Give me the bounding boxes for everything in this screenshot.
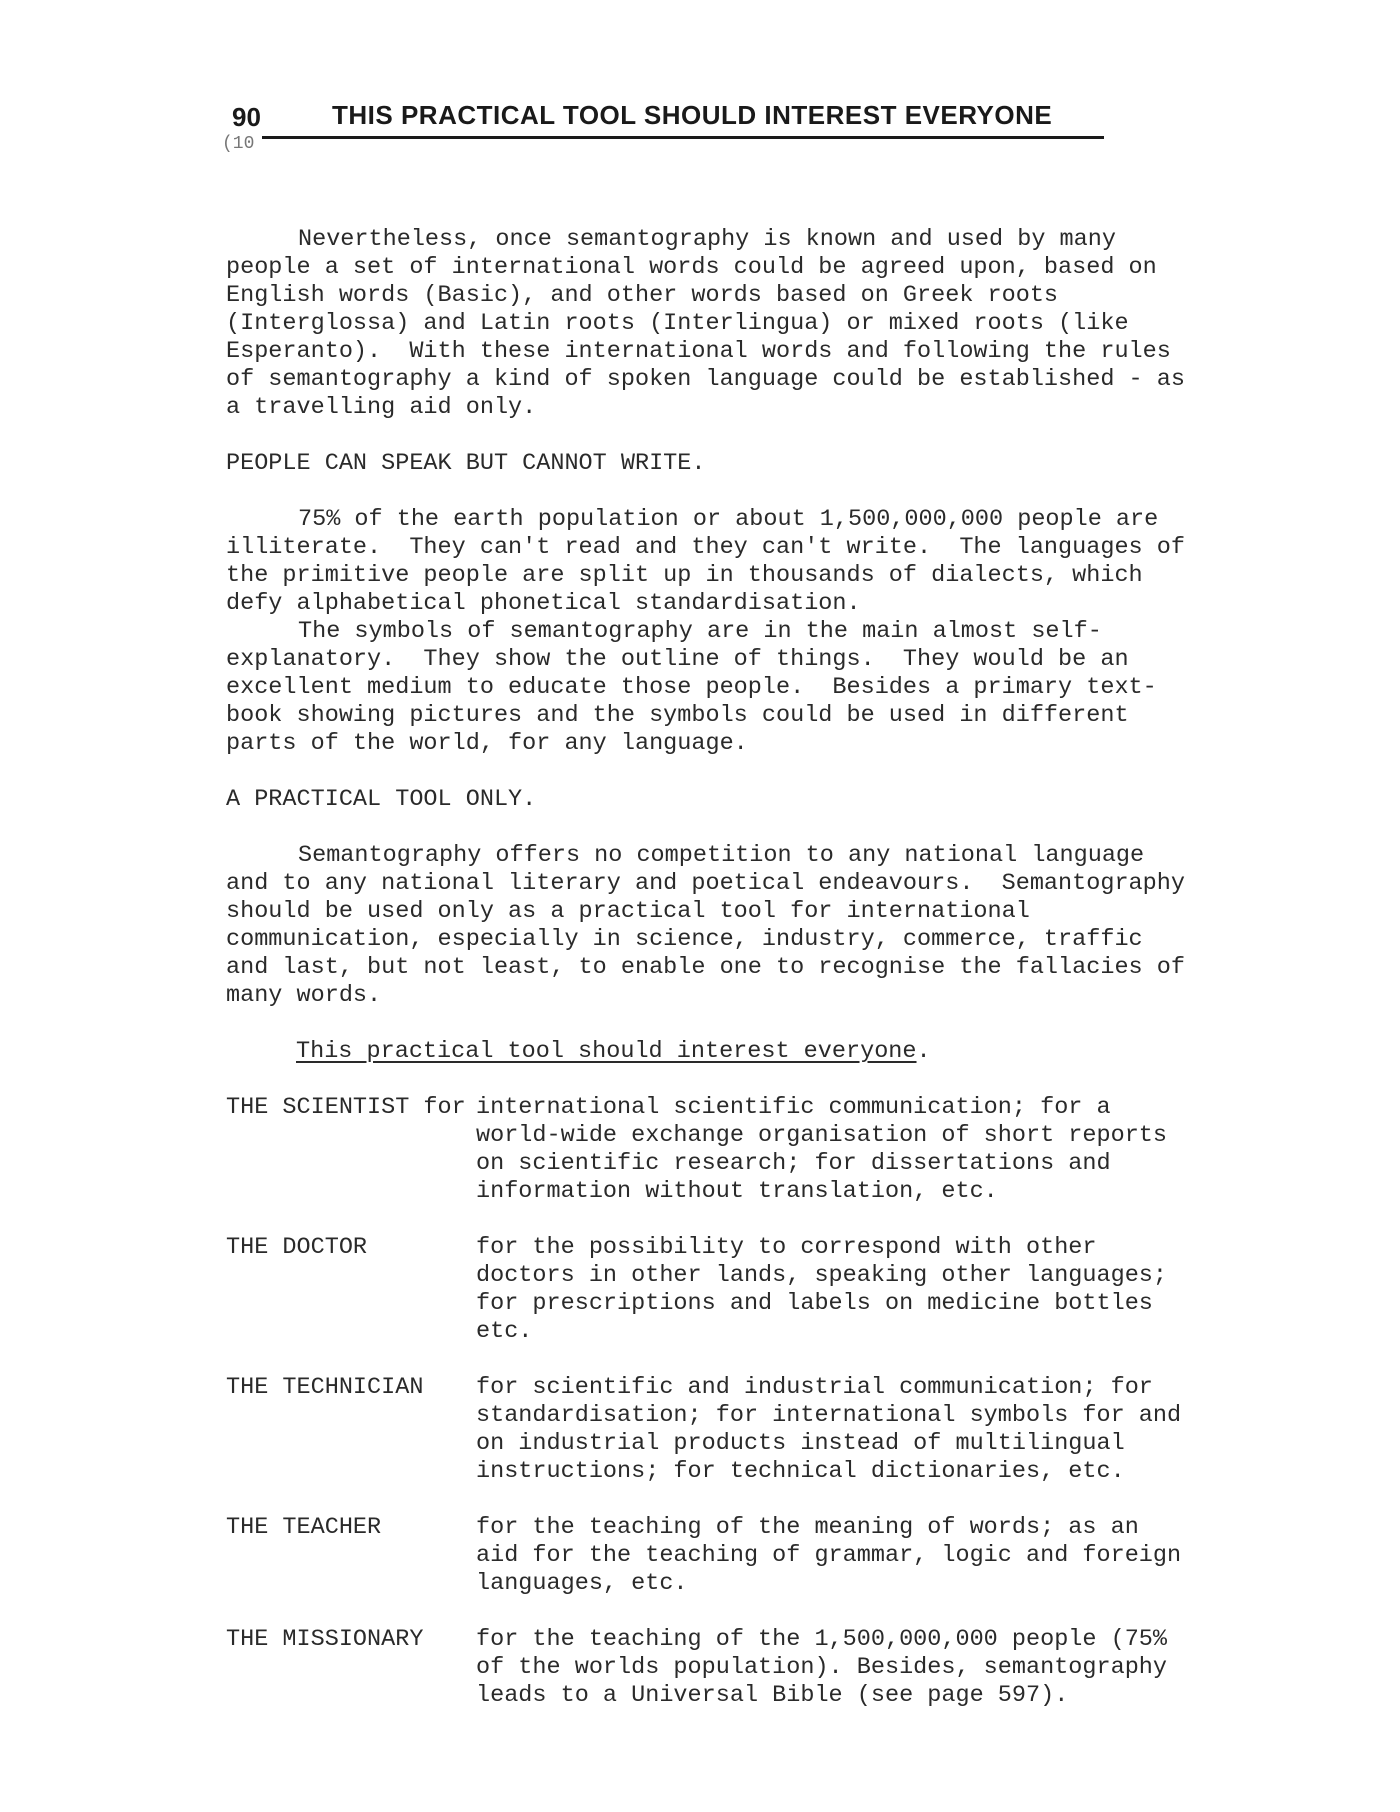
audience-list [226,1094,1186,1710]
heading-practical-tool: A PRACTICAL TOOL ONLY. [226,786,537,813]
heading-cannot-write: PEOPLE CAN SPEAK BUT CANNOT WRITE. [226,450,706,477]
paragraph-illiteracy: 75% of the earth population or about 1,500,000,000 people are illiterate. They can't read and they can't write. The languages of the primitive people are split up in thousands of dialects, which defy alphabetical phonetical standardisation. [226,506,1200,617]
header-rule [262,136,1104,139]
entry-description: for scientific and industrial communication; for standardisation; for international symbols for and on industrial products instead of multilingual instructions; for technical dictionaries, etc. [476,1374,1182,1485]
entry-role: THE SCIENTIST for [226,1094,466,1121]
entry-role: THE DOCTOR [226,1234,368,1261]
list-item [226,1514,1186,1598]
page-number: 90 [232,102,261,132]
entry-description: international scientific communication; for a world-wide exchange organisation of short reports on scientific research; for dissertations and information without translation, etc. [476,1094,1168,1205]
page-header [222,100,1104,154]
page-number-handwritten: (10 [222,134,255,154]
entry-role: THE TECHNICIAN [226,1374,424,1401]
paragraph-symbols: The symbols of semantography are in the main almost self-explanatory. They show the outline of things. They would be an excellent medium to educate those people. Besides a primary text-book showing pictures and the symbols could be used in different parts of the world, for any language. [226,618,1157,757]
entry-description: for the teaching of the 1,500,000,000 people (75% of the worlds population). Besides, semantography leads to a Universal Bible (see page 597). [476,1626,1168,1709]
list-item [226,1374,1186,1486]
paragraph-no-competition: Semantography offers no competition to any national language and to any national literary and poetical endeavours. Semantography should be used only as a practical tool for international communication, especially in science, industry, commerce, traffic and last, but not least, to enable one to recognise the fallacies of many words. [226,842,1200,1009]
entry-description: for the teaching of the meaning of words; as an aid for the teaching of grammar, logic and foreign languages, etc. [476,1514,1182,1597]
list-item [226,1094,1186,1206]
entry-role: THE MISSIONARY [226,1626,424,1653]
list-item [226,1626,1186,1710]
page-body: Nevertheless, once semantography is known and used by many people a set of international words could be agreed upon, based on English words (Basic), and other words based on Greek roots (Interglossa) and Latin roots (Interlingua) or mixed roots (like Esperanto). With these international words and following the rules of semantography a kind of spoken language could be established - as a travelling aid only. PEOPLE CAN SPEAK BUT CANNOT WRITE. 75% of the earth population or about 1,500,000,000 people are illiterate. They can't read and they can't write. The languages of the primitive people are split up in thousands of dialects, which defy alphabetical phonetical standardisation. The symbols of semantography are in the main almost self-explanatory. They show the outline of things. They would be an excellent medium to educate those people. Besides a primary text-book showing pictures and the symbols could be used in different parts of the world, for any language. A PRACTICAL TOOL ONLY. Semantography offers no competition to any national language and to any national literary and poetical endeavours. Semantography should be used only as a practical tool for international communication, especially in science, industry, commerce, traffic and last, but not least, to enable one to recognise the fallacies of many words. This practical tool should interest everyone. THE SCIENTIST for international scientific communication; for a world-wide exchange organisation of short reports on scientific research; for dissertations and information without translation, etc. THE DOCTOR for the possibility to correspond with other doctors in other lands, speaking other languages; for prescriptions and labels on medicine bottles etc. THE TECHNICIAN for scientific and industrial communication; for standardisation; for international symbols for and on industrial products instead of multilingual instructions; for technical dictionaries, etc. THE TEACHER for the teaching of the meaning of words; as an aid for the teaching of grammar, logic and foreign languages, etc. THE MISSIONARY for the teaching of the 1,500,000,000 people (75% of the worlds population). Besides, semantography leads to a Universal Bible (see page 597). [226,226,1200,1709]
running-title: THIS PRACTICAL TOOL SHOULD INTEREST EVERYONE [332,100,1053,130]
list-item [226,1234,1186,1346]
underlined-statement: This practical tool should interest everyone [296,1038,917,1065]
paragraph-international-words: Nevertheless, once semantography is known and used by many people a set of international words could be agreed upon, based on English words (Basic), and other words based on Greek roots (Interglossa) and Latin roots (Interlingua) or mixed roots (like Esperanto). With these international words and following the rules of semantography a kind of spoken language could be established - as a travelling aid only. [226,226,1200,421]
entry-description: for the possibility to correspond with other doctors in other lands, speaking other languages; for prescriptions and labels on medicine bottles etc. [476,1234,1168,1345]
entry-role: THE TEACHER [226,1514,382,1541]
